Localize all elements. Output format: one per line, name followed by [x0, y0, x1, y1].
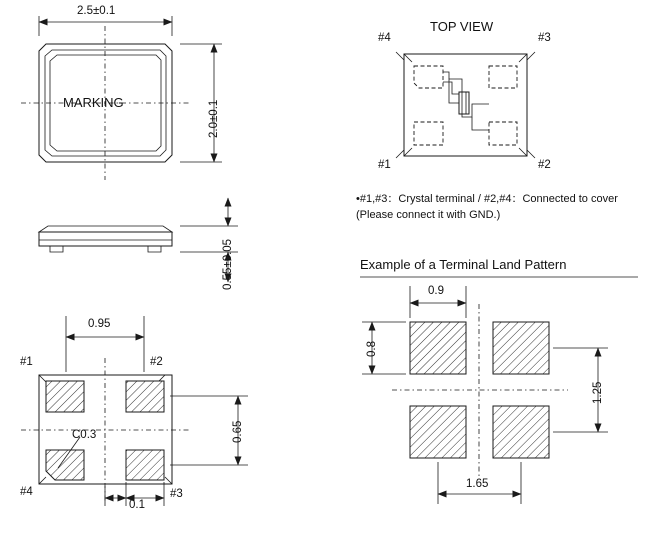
dim-pad-pitch-y: 0.65 — [232, 420, 244, 443]
land-pattern-title: Example of a Terminal Land Pattern — [360, 257, 567, 272]
pin-label-3-topview: #3 — [538, 32, 551, 44]
dim-land-pitch-y: 1.25 — [592, 381, 604, 404]
dim-land-pitch-x: 1.65 — [466, 478, 489, 490]
marking-label: MARKING — [63, 95, 124, 110]
dim-chamfer: C0.3 — [72, 429, 97, 441]
note-line-1: •#1,#3：Crystal terminal / #2,#4：Connected to cover — [356, 193, 618, 205]
view-land-pattern — [362, 286, 608, 504]
pin-label-1-bottom: #1 — [20, 356, 33, 368]
pin-label-2-topview: #2 — [538, 159, 551, 171]
dim-pad-pitch-x: 0.95 — [88, 318, 111, 330]
view-bottom-pads — [21, 316, 248, 506]
dim-width-top: 2.5±0.1 — [77, 5, 116, 17]
dim-land-pad-height: 0.8 — [366, 341, 378, 357]
view-top-internal — [396, 52, 535, 158]
top-view-title: TOP VIEW — [430, 19, 494, 34]
note-line-2: (Please connect it with GND.) — [356, 209, 501, 221]
pin-label-4-bottom: #4 — [20, 486, 33, 498]
dim-thickness-side: 0.55±0.05 — [222, 238, 234, 290]
dim-height-top: 2.0±0.1 — [208, 99, 220, 138]
dim-pad-gap: 0.1 — [129, 499, 145, 511]
pin-label-3-bottom: #3 — [170, 488, 183, 500]
dim-land-pad-width: 0.9 — [428, 285, 444, 297]
pin-label-1-topview: #1 — [378, 159, 391, 171]
view-side — [39, 198, 238, 282]
pin-label-2-bottom: #2 — [150, 356, 163, 368]
pin-label-4-topview: #4 — [378, 32, 391, 44]
